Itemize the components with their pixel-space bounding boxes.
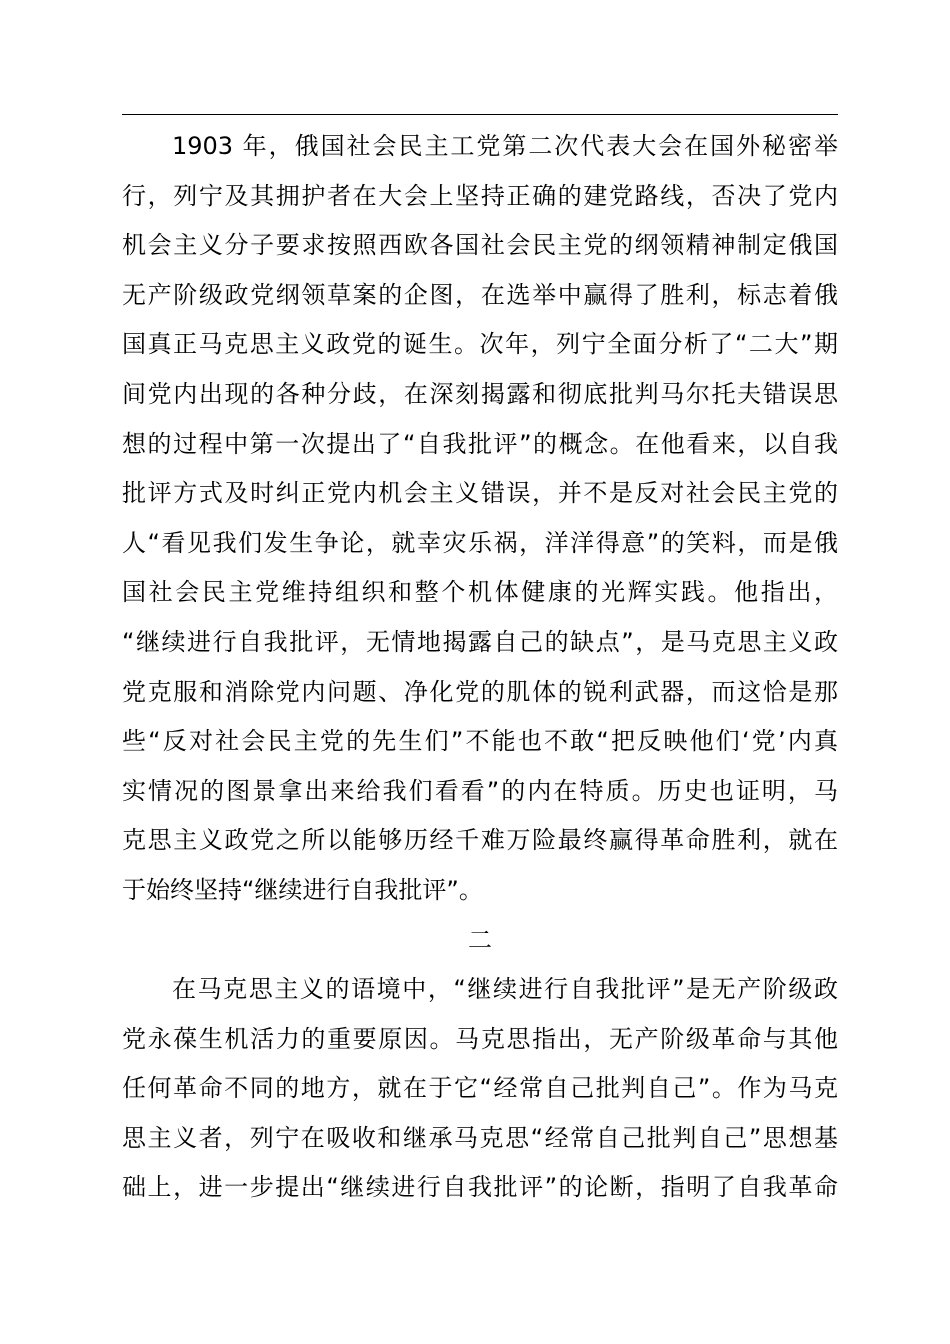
text-line: 于始终坚持“继续进行自我批评”。 <box>122 875 483 904</box>
text-line: 克思主义政党之所以能够历经千难万险最终赢得革命胜利，就在 <box>122 826 838 855</box>
text-line: 思主义者，列宁在吸收和继承马克思“经常自己批判自己”思想基 <box>122 1123 838 1152</box>
text-line: 机会主义分子要求按照西欧各国社会民主党的纲领精神制定俄国 <box>122 231 838 260</box>
text-line: 无产阶级政党纲领草案的企图，在选举中赢得了胜利，标志着俄 <box>122 280 838 309</box>
text-line: 党永葆生机活力的重要原因。马克思指出，无产阶级革命与其他 <box>122 1024 838 1053</box>
text-line: 批评方式及时纠正党内机会主义错误，并不是反对社会民主党的 <box>122 479 838 508</box>
text-line: 国社会民主党维持组织和整个机体健康的光辉实践。他指出， <box>122 578 838 607</box>
section-heading: 二 <box>468 925 492 954</box>
document-body <box>122 122 838 1213</box>
text-line: 在马克思主义的语境中，“继续进行自我批评”是无产阶级政 <box>172 975 838 1004</box>
text-line: 间党内出现的各种分歧，在深刻揭露和彻底批判马尔托夫错误思 <box>122 379 838 408</box>
text-line: 人“看见我们发生争论，就幸灾乐祸，洋洋得意”的笑料，而是俄 <box>122 528 838 557</box>
paragraph-2 <box>122 965 838 1213</box>
text-line: 国真正马克思主义政党的诞生。次年，列宁全面分析了“二大”期 <box>122 330 838 359</box>
paragraph-1 <box>122 122 838 916</box>
text-line: 党克服和消除党内问题、净化党的肌体的锐利武器，而这恰是那 <box>122 677 838 706</box>
text-line: 1903 年，俄国社会民主工党第二次代表大会在国外秘密举 <box>172 132 838 160</box>
text-line: 任何革命不同的地方，就在于它“经常自己批判自己”。作为马克 <box>122 1074 838 1103</box>
text-line: 行，列宁及其拥护者在大会上坚持正确的建党路线，否决了党内 <box>122 181 838 210</box>
text-line: 实情况的图景拿出来给我们看看”的内在特质。历史也证明，马 <box>122 776 838 805</box>
text-line: 础上，进一步提出“继续进行自我批评”的论断，指明了自我革命 <box>122 1173 838 1202</box>
text-line: 想的过程中第一次提出了“自我批评”的概念。在他看来，以自我 <box>122 429 838 458</box>
text-line: 些“反对社会民主党的先生们”不能也不敢“把反映他们‘党’内真 <box>122 727 838 756</box>
header-rule <box>122 114 838 115</box>
text-line: “继续进行自我批评，无情地揭露自己的缺点”，是马克思主义政 <box>122 627 838 656</box>
